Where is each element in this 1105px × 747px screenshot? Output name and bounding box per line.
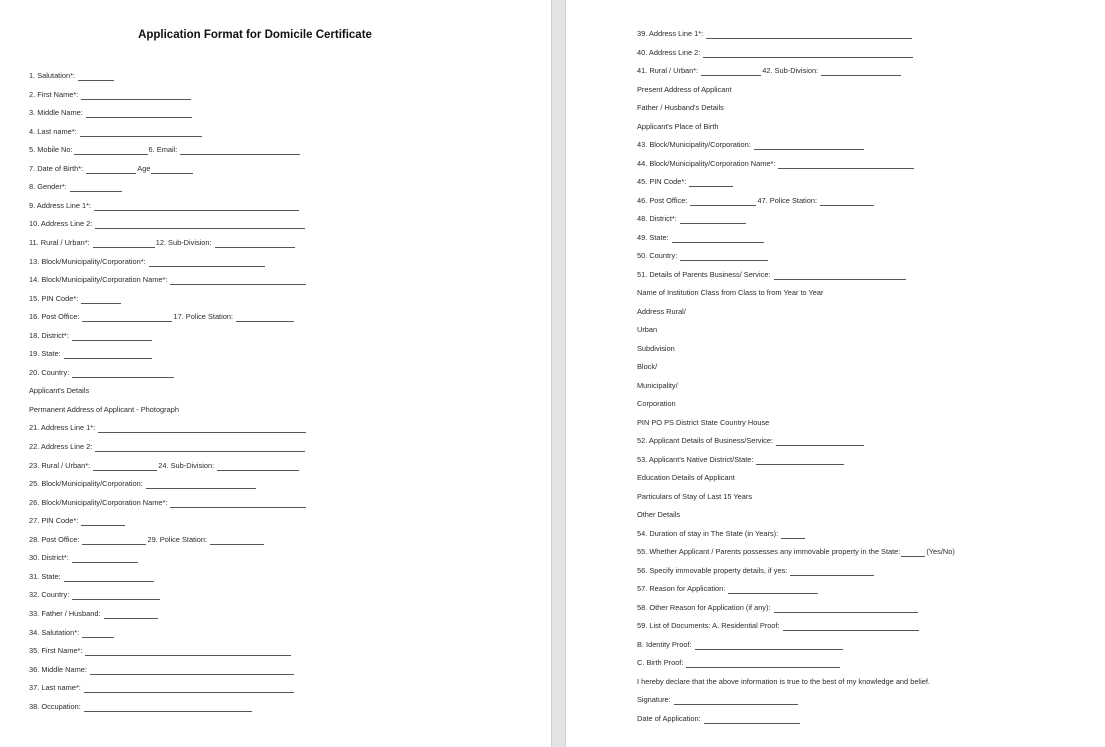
field-label: 1. Salutation*: xyxy=(29,71,78,80)
field-label: 45. PIN Code*: xyxy=(637,177,689,186)
fill-in-blank[interactable] xyxy=(81,296,121,304)
fill-in-blank[interactable] xyxy=(170,500,306,508)
form-line xyxy=(637,529,806,539)
field-label: 11. Rural / Urban*: xyxy=(29,237,92,247)
form-line xyxy=(29,516,126,526)
fill-in-blank[interactable] xyxy=(783,623,919,631)
fill-in-blank[interactable] xyxy=(84,704,252,712)
form-line xyxy=(29,164,194,174)
fill-in-blank[interactable] xyxy=(728,586,818,594)
field-label: 3. Middle Name: xyxy=(29,108,85,118)
document-page-right xyxy=(566,0,1105,747)
field-label: 42. Sub-Division: xyxy=(762,66,821,75)
fill-in-blank[interactable] xyxy=(74,147,148,155)
field-label: 17. Police Station: xyxy=(173,312,236,322)
form-line xyxy=(637,658,841,668)
fill-in-blank[interactable] xyxy=(701,68,761,76)
form-line xyxy=(29,71,115,81)
fill-in-blank[interactable] xyxy=(146,481,256,489)
fill-in-blank[interactable] xyxy=(93,463,157,471)
form-line xyxy=(637,695,799,705)
fill-in-blank[interactable] xyxy=(98,425,306,433)
field-label: Name of Institution Class from Class to from Year to Year xyxy=(637,288,824,297)
field-label: Address Rural/ xyxy=(637,306,686,316)
fill-in-blank[interactable] xyxy=(781,531,805,539)
fill-in-blank[interactable] xyxy=(217,463,299,471)
fill-in-blank[interactable] xyxy=(215,240,295,248)
fill-in-blank[interactable] xyxy=(901,549,925,557)
field-label: 5. Mobile No: xyxy=(29,145,73,155)
form-line xyxy=(29,238,296,248)
fill-in-blank[interactable] xyxy=(778,161,914,169)
field-label: 37. Last name*: xyxy=(29,683,83,693)
form-line xyxy=(637,66,902,76)
fill-in-blank[interactable] xyxy=(85,648,291,656)
form-line xyxy=(29,349,153,359)
field-label: 24. Sub-Division: xyxy=(158,460,217,470)
field-label: 34. Salutation*: xyxy=(29,627,82,637)
form-line xyxy=(29,572,155,582)
field-label: 26. Block/Municipality/Corporation Name*: xyxy=(29,497,170,507)
field-label: 7. Date of Birth*: xyxy=(29,163,86,173)
fill-in-blank[interactable] xyxy=(72,333,152,341)
form-line xyxy=(29,646,292,656)
field-label: 33. Father / Husband: xyxy=(29,608,103,618)
form-line xyxy=(637,677,930,687)
fill-in-blank[interactable] xyxy=(151,166,193,174)
field-label: 46. Post Office: xyxy=(637,195,690,205)
fill-in-blank[interactable] xyxy=(80,129,202,137)
field-label: 20. Country: xyxy=(29,367,72,377)
form-line xyxy=(29,628,115,638)
form-line xyxy=(637,455,845,465)
form-line xyxy=(29,609,159,619)
fill-in-blank[interactable] xyxy=(695,642,843,650)
form-line xyxy=(637,640,844,650)
field-label: Age xyxy=(137,163,151,173)
form-line xyxy=(637,140,865,150)
field-label: 13. Block/Municipality/Corporation*: xyxy=(29,256,148,266)
fill-in-blank[interactable] xyxy=(180,147,300,155)
field-label: 8. Gender*: xyxy=(29,182,69,192)
field-label: Father / Husband's Details xyxy=(637,103,724,112)
form-line xyxy=(637,177,734,187)
field-label: 53. Applicant's Native District/State: xyxy=(637,454,756,464)
form-line xyxy=(637,288,824,298)
field-label: 50. Country: xyxy=(637,251,680,260)
field-label: 25. Block/Municipality/Corporation: xyxy=(29,479,145,489)
field-label: 23. Rural / Urban*: xyxy=(29,460,93,470)
fill-in-blank[interactable] xyxy=(72,592,160,600)
field-label: 41. Rural / Urban*: xyxy=(637,66,701,75)
form-line xyxy=(29,386,89,396)
form-line xyxy=(29,665,295,675)
fill-in-blank[interactable] xyxy=(674,697,798,705)
form-line xyxy=(637,270,907,280)
fill-in-blank[interactable] xyxy=(236,314,294,322)
form-line xyxy=(29,257,266,267)
field-label: 44. Block/Municipality/Corporation Name*: xyxy=(637,158,778,168)
field-label: Subdivision xyxy=(637,343,675,353)
fill-in-blank[interactable] xyxy=(90,667,294,675)
field-label: 28. Post Office: xyxy=(29,534,82,544)
form-line xyxy=(29,275,307,285)
field-label: 54. Duration of stay in The State (in Years): xyxy=(637,528,781,538)
form-line xyxy=(637,29,913,39)
fill-in-blank[interactable] xyxy=(93,240,155,248)
fill-in-blank[interactable] xyxy=(790,568,874,576)
form-line xyxy=(29,405,179,415)
field-label: Municipality/ xyxy=(637,380,678,390)
fill-in-blank[interactable] xyxy=(756,457,844,465)
fill-in-blank[interactable] xyxy=(754,142,864,150)
document-page-left xyxy=(0,0,551,747)
field-label: 22. Address Line 2: xyxy=(29,442,95,451)
form-line xyxy=(637,473,735,483)
field-label: 15. PIN Code*: xyxy=(29,293,81,303)
fill-in-blank[interactable] xyxy=(94,203,299,211)
field-label: 57. Reason for Application: xyxy=(637,584,728,593)
form-line xyxy=(29,553,139,563)
field-label: C. Birth Proof: xyxy=(637,658,686,667)
fill-in-blank[interactable] xyxy=(686,660,840,668)
form-line xyxy=(29,312,295,322)
field-label: 43. Block/Municipality/Corporation: xyxy=(637,140,753,149)
form-line xyxy=(637,214,747,224)
page-gap xyxy=(551,0,566,747)
field-label: 31. State: xyxy=(29,571,63,581)
field-label: 21. Address Line 1*: xyxy=(29,423,98,433)
form-line xyxy=(637,122,719,132)
field-label: 48. District*: xyxy=(637,214,679,223)
field-label: 16. Post Office: xyxy=(29,312,82,322)
form-line xyxy=(637,399,676,409)
form-line xyxy=(29,423,307,433)
field-label: 39. Address Line 1*: xyxy=(637,29,706,38)
form-line xyxy=(29,331,153,341)
form-line xyxy=(637,307,686,317)
fill-in-blank[interactable] xyxy=(72,370,174,378)
field-label: PIN PO PS District State Country House xyxy=(637,417,770,427)
form-line xyxy=(29,294,122,304)
fill-in-blank[interactable] xyxy=(81,92,191,100)
field-label: Signature: xyxy=(637,695,673,704)
fill-in-blank[interactable] xyxy=(149,259,265,267)
form-line xyxy=(637,159,915,169)
field-label: 51. Details of Parents Business/ Service: xyxy=(637,269,773,279)
form-line xyxy=(637,233,765,243)
form-line xyxy=(637,418,769,428)
form-line xyxy=(637,714,801,724)
fill-in-blank[interactable] xyxy=(78,73,114,81)
form-line xyxy=(29,461,300,471)
fill-in-blank[interactable] xyxy=(70,184,122,192)
field-label: 55. Whether Applicant / Parents possesses any immovable property in the State: xyxy=(637,547,901,556)
field-label: 32. Country: xyxy=(29,590,72,600)
form-line xyxy=(29,368,175,378)
fill-in-blank[interactable] xyxy=(64,574,154,582)
form-line xyxy=(637,492,752,502)
form-line xyxy=(29,127,203,137)
form-line xyxy=(29,590,161,600)
field-label: 4. Last name*: xyxy=(29,126,79,136)
fill-in-blank[interactable] xyxy=(81,518,125,526)
field-label: Date of Application: xyxy=(637,713,703,723)
fill-in-blank[interactable] xyxy=(680,216,746,224)
fill-in-blank[interactable] xyxy=(776,438,864,446)
form-line xyxy=(29,219,306,229)
form-line xyxy=(637,436,865,446)
form-line xyxy=(637,381,678,391)
field-label: Urban xyxy=(637,325,658,334)
field-label: Permanent Address of Applicant - Photograph xyxy=(29,404,179,414)
fill-in-blank[interactable] xyxy=(680,253,768,261)
form-line xyxy=(637,510,680,520)
form-line xyxy=(637,566,875,576)
fill-in-blank[interactable] xyxy=(170,277,306,285)
fill-in-blank[interactable] xyxy=(820,198,874,206)
fill-in-blank[interactable] xyxy=(64,351,152,359)
fill-in-blank[interactable] xyxy=(703,50,913,58)
fill-in-blank[interactable] xyxy=(706,31,912,39)
form-line xyxy=(637,325,657,335)
field-label: 40. Address Line 2: xyxy=(637,47,703,57)
field-label: Other Details xyxy=(637,510,681,519)
fill-in-blank[interactable] xyxy=(82,314,172,322)
field-label: 18. District*: xyxy=(29,330,71,340)
fill-in-blank[interactable] xyxy=(690,198,756,206)
form-line xyxy=(29,201,300,211)
field-label: 6. Email: xyxy=(148,145,180,155)
field-label: 14. Block/Municipality/Corporation Name*: xyxy=(29,275,170,285)
field-label: Corporation xyxy=(637,399,676,408)
field-label: 47. Police Station: xyxy=(757,195,820,205)
field-label: 30. District*: xyxy=(29,553,71,563)
field-label: 10. Address Line 2: xyxy=(29,219,95,229)
field-label: Block/ xyxy=(637,362,658,371)
field-label: 12. Sub-Division: xyxy=(155,237,214,247)
field-label: Applicant's Place of Birth xyxy=(637,121,719,131)
field-label: 49. State: xyxy=(637,232,671,242)
fill-in-blank[interactable] xyxy=(774,272,906,280)
fill-in-blank[interactable] xyxy=(774,605,918,613)
fill-in-blank[interactable] xyxy=(82,630,114,638)
form-line xyxy=(29,498,307,508)
form-line xyxy=(29,108,193,118)
form-line xyxy=(29,702,253,712)
fill-in-blank[interactable] xyxy=(672,235,764,243)
field-label: 36. Middle Name: xyxy=(29,664,89,674)
field-label: B. Identity Proof: xyxy=(637,639,694,649)
form-line xyxy=(637,48,914,58)
field-label: Particulars of Stay of Last 15 Years xyxy=(637,491,753,501)
fill-in-blank[interactable] xyxy=(84,685,294,693)
field-label: 38. Occupation: xyxy=(29,701,83,711)
form-line xyxy=(637,344,675,354)
field-label: 29. Police Station: xyxy=(147,534,210,544)
field-label: 56. Specify immovable property details, if yes: xyxy=(637,565,790,575)
form-line xyxy=(637,547,955,557)
form-line xyxy=(637,196,875,206)
field-label: 52. Applicant Details of Business/Service: xyxy=(637,436,776,445)
form-line xyxy=(637,85,732,95)
field-label: 27. PIN Code*: xyxy=(29,516,81,526)
fill-in-blank[interactable] xyxy=(210,537,264,545)
fill-in-blank[interactable] xyxy=(82,537,146,545)
field-label: 35. First Name*: xyxy=(29,646,85,656)
field-label: Applicant's Details xyxy=(29,386,90,396)
field-label: Education Details of Applicant xyxy=(637,473,735,482)
form-line xyxy=(29,479,257,489)
fill-in-blank[interactable] xyxy=(72,555,138,563)
fill-in-blank[interactable] xyxy=(104,611,158,619)
fill-in-blank[interactable] xyxy=(689,179,733,187)
form-line xyxy=(637,584,819,594)
form-line xyxy=(637,251,769,261)
fill-in-blank[interactable] xyxy=(95,444,305,452)
form-line xyxy=(29,90,192,100)
fill-in-blank[interactable] xyxy=(86,166,136,174)
form-line xyxy=(29,145,301,155)
form-line xyxy=(637,621,920,631)
field-label: (Yes/No) xyxy=(926,547,955,556)
form-line xyxy=(637,103,724,113)
form-line xyxy=(637,362,657,372)
field-label: Present Address of Applicant xyxy=(637,84,732,94)
field-label: 59. List of Documents: A. Residential Proof: xyxy=(637,621,782,630)
fill-in-blank[interactable] xyxy=(86,110,192,118)
field-label: I hereby declare that the above information is true to the best of my knowledge and belief. xyxy=(637,676,930,686)
field-label: 19. State: xyxy=(29,349,63,359)
fill-in-blank[interactable] xyxy=(704,716,800,724)
field-label: 58. Other Reason for Application (if any): xyxy=(637,602,773,612)
form-line xyxy=(29,683,295,693)
form-line xyxy=(637,603,919,613)
document-title: Application Format for Domicile Certificate xyxy=(138,29,372,41)
form-line xyxy=(29,442,306,452)
fill-in-blank[interactable] xyxy=(95,221,305,229)
field-label: 2. First Name*: xyxy=(29,89,81,99)
form-line xyxy=(29,535,265,545)
form-line xyxy=(29,182,123,192)
fill-in-blank[interactable] xyxy=(821,68,901,76)
field-label: 9. Address Line 1*: xyxy=(29,200,94,210)
